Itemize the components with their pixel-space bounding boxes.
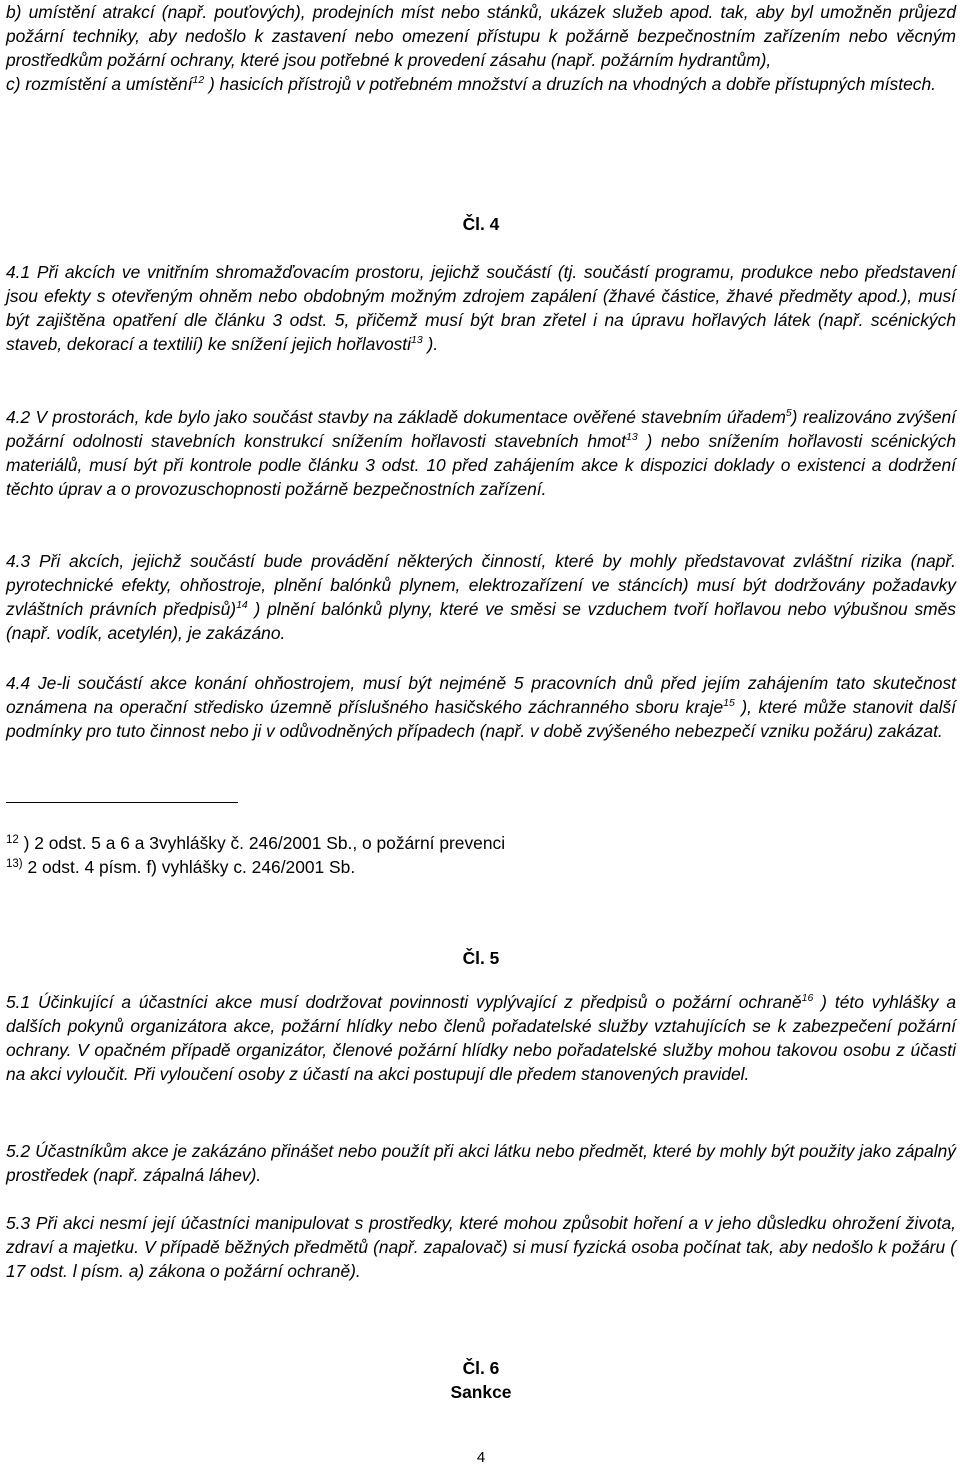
footnote-ref: 13 <box>411 334 423 346</box>
footnote-ref: 15 <box>723 697 735 709</box>
footnote-13 <box>6 855 355 879</box>
footnote-ref: 5 <box>785 407 792 419</box>
footnote-ref: 16 <box>801 992 814 1004</box>
paragraph-text: ), které může stanovit další podmínky pro tuto činnost nebo ji v odůvodněných případech (např. v době zvýšeného nebezpečí vzniku požáru) zakázat. <box>6 697 957 741</box>
footnote-12 <box>6 831 505 855</box>
paragraph-text: ) realizováno zvýšení požární odolnosti stavebních konstrukcí snížením hořlavosti stavebních hmot <box>6 407 956 451</box>
footnote-ref: 14 <box>236 599 248 611</box>
paragraph-5-2: 5.2 Účastníkům akce je zakázáno přinášet nebo použít při akci látku nebo předmět, které by mohly být použity jako zápalný prostředek (např. zápalná láhev). <box>6 1141 956 1185</box>
paragraph-text: ) plnění balónků plyny, které ve směsi se vzduchem tvoří hořlavou nebo výbušnou směs (např. vodík, acetylén), je zakázáno. <box>6 599 956 643</box>
item-c-text: ) hasicích přístrojů v potřebném množství a druzích na vhodných a dobře přístupných místech. <box>204 74 936 94</box>
item-c-text: c) rozmístění a umístění <box>6 74 193 94</box>
paragraph-text: 4.2 V prostorách, kde bylo jako součást stavby na základě dokumentace ověřené stavebním úřadem <box>6 407 786 427</box>
item-c <box>6 72 956 96</box>
paragraph-text: 4.1 Při akcích ve vnitřním shromažďovacím prostoru, jejichž součástí (tj. součástí programu, produkce nebo představení jsou efekty s otevřeným ohněm nebo obdobným možným zdrojem zapálení (žhavé částice, žhavé předměty apod.), musí být zajištěna opatření dle článku 3 odst. 5, přičemž musí být bran zřetel i na úpravu hořlavých látek (např. scénických staveb, dekorací a textilií) ke snížení jejich hořlavosti <box>6 262 956 354</box>
paragraph-text: 4.4 Je-li součástí akce konání ohňostrojem, musí být nejméně 5 pracovních dnů před jejím zahájením tato skutečnost oznámena na operační středisko územně příslušného hasičského záchranného sboru kraje <box>6 673 956 717</box>
page-number: 4 <box>476 1449 486 1466</box>
paragraph-text: 5.1 Účinkující a účastníci akce musí dodržovat povinnosti vyplývající z předpisů o požární ochraně <box>6 992 802 1012</box>
footnote-mark: 13) <box>6 858 23 870</box>
paragraph-4-3 <box>6 549 956 645</box>
paragraph-5-1 <box>6 990 956 1086</box>
footnote-separator <box>6 802 238 803</box>
article-5-heading: Čl. 5 <box>462 948 500 968</box>
article-4-heading: Čl. 4 <box>462 214 500 234</box>
intro-block <box>6 0 956 96</box>
paragraph-text: 4.3 Při akcích, jejichž součástí bude provádění některých činností, které by mohly představovat zvláštní rizika (např. pyrotechnické efekty, ohňostroje, plnění balónků plynem, elektrozařízení ve stáncích) musí být dodržovány požadavky zvláštních právních předpisů) <box>6 551 956 619</box>
article-6-subheading: Sankce <box>450 1382 512 1402</box>
paragraph-4-4 <box>6 671 956 743</box>
footnote-mark: 12 <box>6 834 19 846</box>
footnote-text: 2 odst. 4 písm. f) vyhlášky c. 246/2001 Sb. <box>22 857 356 877</box>
paragraph-4-1 <box>6 260 956 356</box>
footnote-ref: 12 <box>192 74 205 86</box>
paragraph-5-3: 5.3 Při akci nesmí její účastníci manipulovat s prostředky, které mohou způsobit hoření a v jeho důsledku ohrožení života, zdraví a majetku. V případě běžných předmětů (např. zapalovač) si musí fyzická osoba počínat tak, aby nedošlo k požáru ( 17 odst. l písm. a) zákona o požární ochraně). <box>6 1213 956 1281</box>
paragraph-4-2 <box>6 405 956 501</box>
paragraph-text: ) této vyhlášky a dalších pokynů organizátora akce, požární hlídky nebo členů pořadatelské služby vztahujících se k zabezpečení požární ochrany. V opačném případě organizátor, členové požární hlídky nebo pořadatelské služby mohou takovou osobu z účasti na akci vyloučit. Při vyloučení osoby z účastí na akci postupují dle předem stanovených pravidel. <box>6 992 956 1084</box>
article-6-heading: Čl. 6 <box>462 1358 500 1378</box>
paragraph-text: ). <box>422 334 439 354</box>
footnote-text: ) 2 odst. 5 a 6 a 3vyhlášky č. 246/2001 Sb., o požární prevenci <box>18 833 506 853</box>
paragraph-text: ) nebo snížením hořlavosti scénických materiálů, musí být při kontrole podle článku 3 odst. 10 před zahájením akce k dispozici doklady o existenci a dodržení těchto úprav a o provozuschopnosti požárně bezpečnostních zařízení. <box>6 431 956 499</box>
footnote-ref: 13 <box>626 431 638 443</box>
item-b: b) umístění atrakcí (např. pouťových), prodejních míst nebo stánků, ukázek služeb apod. tak, aby byl umožněn průjezd požární techniky, aby nedošlo k zastavení nebo omezení přístupu k požárně bezpečnostním zařízením nebo věcným prostředkům požární ochrany, které jsou potřebné k provedení zásahu (např. požárním hydrantům), <box>6 2 956 70</box>
